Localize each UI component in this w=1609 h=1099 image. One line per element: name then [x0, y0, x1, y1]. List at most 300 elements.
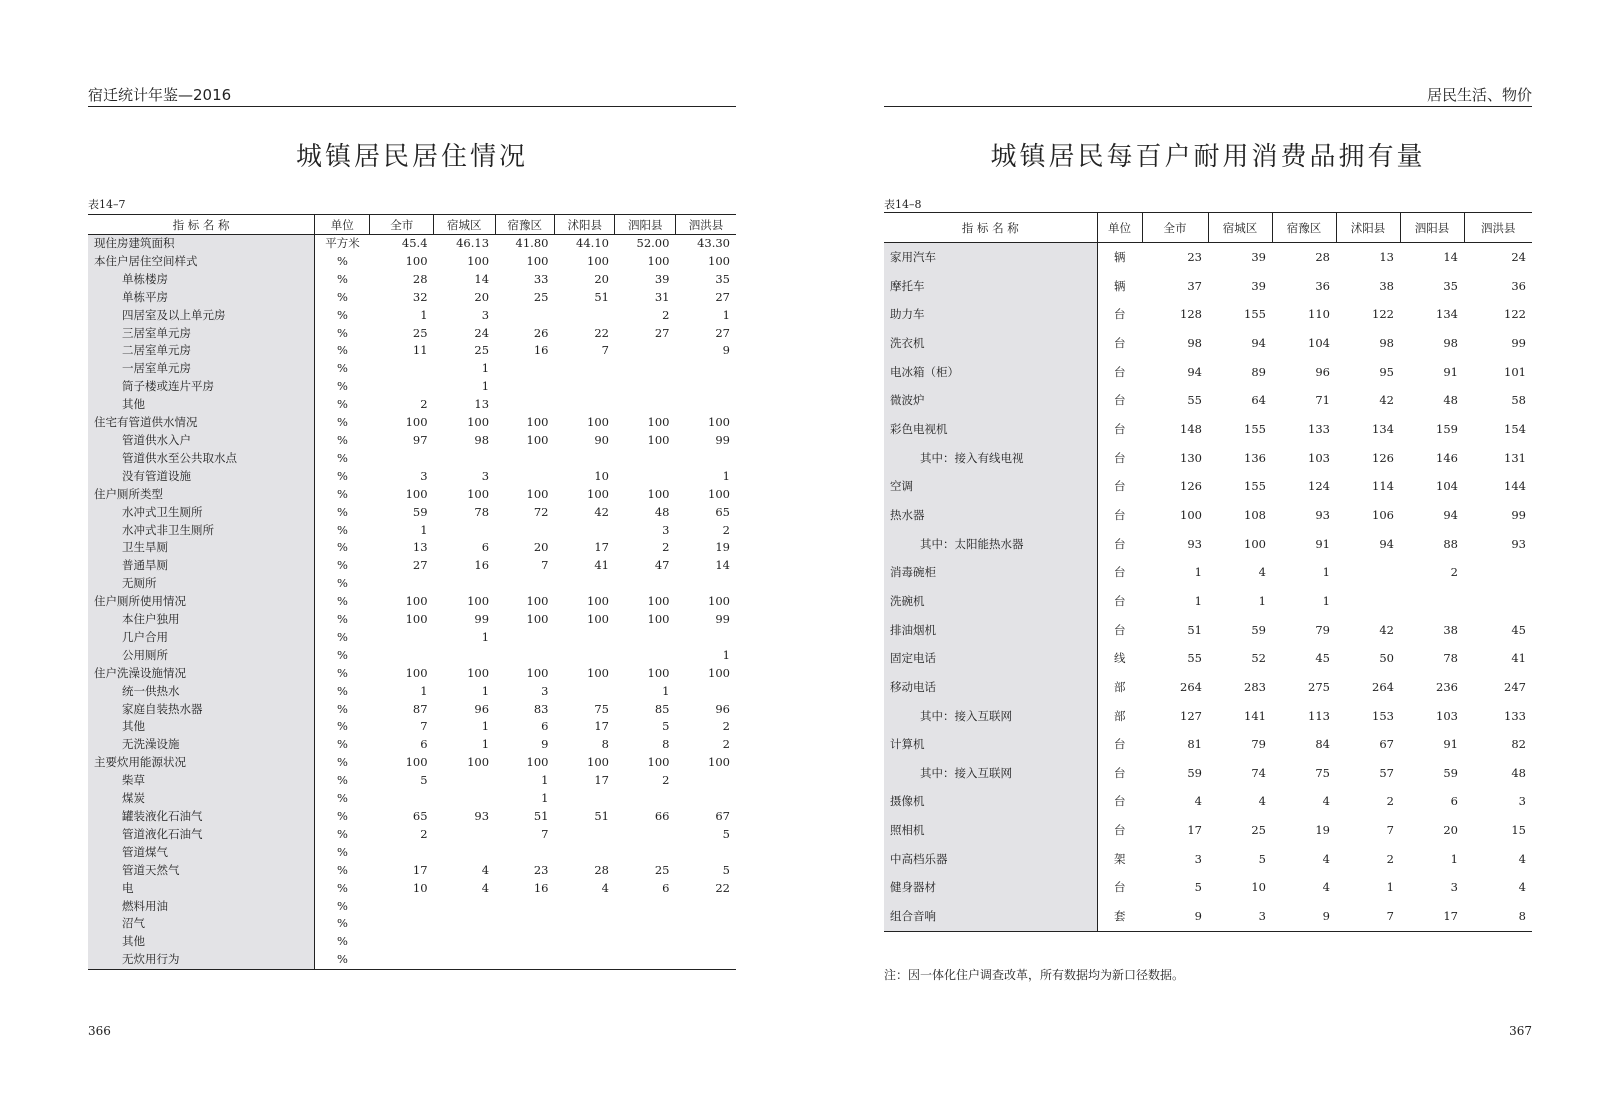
- cell-value: [495, 468, 554, 486]
- table-row: [88, 289, 736, 307]
- cell-value: 27: [715, 289, 730, 304]
- cell-value: 46.13: [456, 236, 490, 250]
- row-label: 三居室单元房: [88, 325, 315, 343]
- row-unit: %: [315, 522, 370, 540]
- cell-value: 113: [1308, 708, 1330, 723]
- row-unit: 台: [1097, 873, 1142, 902]
- cell-value: 100: [587, 612, 609, 627]
- cell-value: 17: [1400, 902, 1464, 931]
- cell-value: 100: [526, 665, 549, 680]
- table-row: [884, 644, 1532, 673]
- cell-value: 17: [594, 719, 609, 734]
- cell-value: 7: [420, 719, 428, 734]
- cell-value: [675, 915, 736, 933]
- cell-value: 48: [654, 504, 670, 519]
- table-row: [88, 593, 736, 611]
- cell-value: [554, 933, 614, 951]
- cell-value: [495, 307, 554, 325]
- table-row: [88, 414, 736, 432]
- cell-value: 1: [1322, 565, 1330, 580]
- cell-value: 4: [1322, 794, 1330, 809]
- cell-value: 10: [412, 880, 428, 895]
- cell-value: 47: [654, 558, 670, 573]
- column-header: 沭阳县: [1336, 213, 1400, 243]
- cell-value: 14: [474, 271, 490, 286]
- cell-value: 7: [1336, 902, 1400, 931]
- table-row: [88, 271, 736, 289]
- table-row: [884, 587, 1532, 616]
- row-label: 筒子楼或连片平房: [88, 378, 315, 396]
- cell-value: 100: [405, 594, 428, 609]
- cell-value: 4: [1194, 794, 1202, 809]
- running-header: 宿迁统计年鉴—2016: [88, 84, 736, 107]
- cell-value: 6: [1450, 794, 1458, 809]
- row-unit: %: [315, 253, 370, 271]
- row-unit: %: [315, 307, 370, 325]
- cell-value: 100: [647, 594, 670, 609]
- cell-value: 83: [533, 701, 549, 716]
- cell-value: 99: [474, 612, 490, 627]
- cell-value: 65: [412, 809, 428, 823]
- cell-value: 57: [1379, 765, 1394, 780]
- cell-value: [370, 647, 434, 665]
- row-label: 家庭自装热水器: [88, 701, 315, 719]
- row-unit: %: [315, 898, 370, 916]
- row-label: 助力车: [884, 300, 1097, 329]
- cell-value: 33: [533, 271, 549, 286]
- row-label: 移动电话: [884, 673, 1097, 702]
- cell-value: 38: [1379, 278, 1394, 293]
- row-unit: %: [315, 736, 370, 754]
- cell-value: 65: [715, 504, 730, 519]
- cell-value: 2: [662, 540, 670, 555]
- table-row: [88, 898, 736, 916]
- row-unit: 台: [1097, 386, 1142, 415]
- column-header: 泗阳县: [615, 215, 675, 235]
- cell-value: 59: [412, 504, 428, 519]
- cell-value: 3: [1208, 902, 1272, 931]
- cell-value: 16: [533, 343, 549, 358]
- cell-value: [495, 575, 554, 593]
- cell-value: 100: [467, 253, 490, 268]
- cell-value: 66: [654, 809, 670, 823]
- cell-value: [615, 468, 675, 486]
- table-row: [88, 360, 736, 378]
- row-unit: 辆: [1097, 272, 1142, 301]
- cell-value: 275: [1308, 679, 1330, 694]
- row-unit: %: [315, 414, 370, 432]
- row-unit: 套: [1097, 902, 1142, 931]
- cell-value: 98: [1379, 335, 1394, 350]
- row-label: 无洗澡设施: [88, 736, 315, 754]
- cell-value: [434, 772, 496, 790]
- row-unit: %: [315, 790, 370, 808]
- cell-value: 100: [405, 486, 428, 501]
- table-header-row: [884, 213, 1532, 243]
- row-unit: %: [315, 360, 370, 378]
- cell-value: 136: [1244, 450, 1266, 465]
- cell-value: 100: [526, 594, 549, 609]
- cell-value: 17: [1187, 823, 1202, 838]
- cell-value: 4: [481, 862, 490, 877]
- cell-value: 89: [1251, 364, 1266, 379]
- cell-value: 99: [715, 612, 730, 627]
- cell-value: 155: [1244, 307, 1266, 322]
- table-row: [884, 845, 1532, 874]
- row-label: 住户洗澡设施情况: [88, 665, 315, 683]
- cell-value: 9: [541, 737, 549, 752]
- cell-value: 31: [654, 289, 670, 304]
- cell-value: 20: [533, 540, 549, 555]
- right-page: [884, 0, 1532, 1099]
- cell-value: 1: [1194, 565, 1202, 580]
- cell-value: 20: [474, 289, 490, 304]
- row-unit: %: [315, 754, 370, 772]
- cell-value: 5: [420, 773, 428, 788]
- table-row: [88, 772, 736, 790]
- row-unit: 部: [1097, 702, 1142, 731]
- cell-value: 130: [1180, 450, 1202, 465]
- cell-value: 100: [587, 415, 609, 430]
- cell-value: 6: [420, 737, 428, 752]
- cell-value: 39: [1251, 250, 1266, 264]
- cell-value: 39: [654, 271, 670, 286]
- cell-value: [554, 898, 614, 916]
- row-unit: 台: [1097, 472, 1142, 501]
- table-row: [88, 790, 736, 808]
- row-label: 煤炭: [88, 790, 315, 808]
- table-row: [88, 915, 736, 933]
- cell-value: 100: [405, 665, 428, 680]
- cell-value: 9: [1272, 902, 1336, 931]
- row-unit: %: [315, 701, 370, 719]
- cell-value: 1: [541, 791, 549, 806]
- cell-value: 94: [1379, 536, 1394, 551]
- row-label: 住宅有管道供水情况: [88, 414, 315, 432]
- cell-value: [1464, 558, 1532, 587]
- cell-value: [675, 629, 736, 647]
- cell-value: 4: [1518, 851, 1526, 866]
- cell-value: 155: [1244, 421, 1266, 436]
- row-label: 公用厕所: [88, 647, 315, 665]
- row-label: 其他: [88, 396, 315, 414]
- table-row: [88, 718, 736, 736]
- cell-value: 1: [662, 683, 670, 698]
- row-label: 摩托车: [884, 272, 1097, 301]
- cell-value: [675, 898, 736, 916]
- cell-value: 1: [722, 468, 730, 483]
- row-label: 现住房建筑面积: [88, 235, 315, 253]
- cell-value: 35: [1443, 278, 1458, 293]
- cell-value: [554, 575, 614, 593]
- cell-value: 100: [647, 486, 670, 501]
- cell-value: 7: [1386, 823, 1394, 838]
- cell-value: [370, 915, 434, 933]
- table-header-row: [88, 215, 736, 235]
- cell-value: 100: [647, 432, 670, 447]
- page-title: 城镇居民每百户耐用消费品拥有量: [990, 142, 1426, 172]
- row-label: 水冲式卫生厕所: [88, 504, 315, 522]
- cell-value: [370, 360, 434, 378]
- cell-value: 8: [601, 737, 609, 752]
- table-row: [884, 444, 1532, 473]
- table-row: [88, 844, 736, 862]
- cell-value: 100: [526, 432, 549, 447]
- cell-value: [615, 629, 675, 647]
- durables-table: [884, 212, 1532, 932]
- table-row: [88, 862, 736, 880]
- cell-value: 78: [474, 504, 490, 519]
- cell-value: 3: [541, 683, 549, 698]
- cell-value: 1: [420, 683, 428, 698]
- cell-value: 1: [541, 773, 549, 788]
- table-row: [88, 378, 736, 396]
- cell-value: 100: [708, 253, 730, 268]
- cell-value: 100: [467, 665, 490, 680]
- cell-value: 13: [1379, 250, 1394, 264]
- cell-value: 94: [1251, 335, 1266, 350]
- row-unit: %: [315, 557, 370, 575]
- cell-value: 6: [662, 880, 670, 895]
- cell-value: 35: [715, 271, 730, 286]
- cell-value: [434, 844, 496, 862]
- table-row: [88, 450, 736, 468]
- column-header: 宿豫区: [1272, 213, 1336, 243]
- row-label: 热水器: [884, 501, 1097, 530]
- cell-value: 100: [647, 665, 670, 680]
- cell-value: 100: [526, 486, 549, 501]
- row-label: 卫生旱厕: [88, 539, 315, 557]
- cell-value: 133: [1308, 421, 1330, 436]
- cell-value: 100: [405, 415, 428, 430]
- row-unit: %: [315, 271, 370, 289]
- cell-value: 94: [1443, 507, 1458, 522]
- cell-value: 3: [481, 307, 490, 322]
- cell-value: [675, 772, 736, 790]
- row-unit: 台: [1097, 300, 1142, 329]
- row-unit: %: [315, 683, 370, 701]
- row-label: 水冲式非卫生厕所: [88, 522, 315, 540]
- row-unit: %: [315, 539, 370, 557]
- row-label: 没有管道设施: [88, 468, 315, 486]
- cell-value: 100: [526, 415, 549, 430]
- cell-value: [554, 629, 614, 647]
- row-label: 燃料用油: [88, 898, 315, 916]
- cell-value: 93: [1315, 507, 1330, 522]
- cell-value: 5: [1194, 880, 1202, 895]
- cell-value: 16: [474, 558, 490, 573]
- cell-value: 247: [1504, 679, 1526, 694]
- cell-value: 1: [481, 629, 490, 644]
- row-label: 计算机: [884, 730, 1097, 759]
- table-row: [88, 342, 736, 360]
- row-unit: %: [315, 468, 370, 486]
- cell-value: 100: [405, 253, 428, 268]
- cell-value: [434, 450, 496, 468]
- cell-value: [554, 826, 614, 844]
- cell-value: 4: [481, 880, 490, 895]
- cell-value: 74: [1251, 765, 1266, 780]
- cell-value: 95: [1379, 364, 1394, 379]
- cell-value: [615, 378, 675, 396]
- cell-value: 20: [594, 271, 609, 286]
- cell-value: 15: [1511, 823, 1526, 838]
- cell-value: 2: [420, 397, 428, 412]
- cell-value: 100: [405, 755, 428, 770]
- cell-value: 133: [1504, 708, 1526, 723]
- row-label: 管道天然气: [88, 862, 315, 880]
- cell-value: 155: [1244, 479, 1266, 494]
- cell-value: 100: [708, 665, 730, 680]
- cell-value: 45: [1511, 622, 1526, 637]
- cell-value: 22: [594, 325, 609, 340]
- cell-value: 146: [1436, 450, 1458, 465]
- row-label: 柴草: [88, 772, 315, 790]
- cell-value: 93: [1187, 536, 1202, 551]
- row-label: 其中：接入有线电视: [884, 444, 1097, 473]
- row-label: 罐装液化石油气: [88, 808, 315, 826]
- cell-value: 3: [481, 468, 490, 483]
- cell-value: [434, 647, 496, 665]
- row-label: 二居室单元房: [88, 342, 315, 360]
- table-row: [88, 575, 736, 593]
- cell-value: 7: [541, 826, 549, 841]
- cell-value: 264: [1372, 679, 1394, 694]
- cell-value: 99: [1511, 335, 1526, 350]
- row-label: 空调: [884, 472, 1097, 501]
- cell-value: 52: [1251, 651, 1266, 666]
- table-row: [88, 647, 736, 665]
- cell-value: 4: [1322, 880, 1330, 895]
- row-label: 管道供水至公共取水点: [88, 450, 315, 468]
- cell-value: 100: [647, 612, 670, 627]
- cell-value: 2: [722, 719, 730, 734]
- cell-value: [434, 951, 496, 969]
- row-unit: %: [315, 862, 370, 880]
- cell-value: 84: [1315, 737, 1330, 752]
- table-number: 表14–8: [884, 198, 922, 211]
- row-unit: 台: [1097, 587, 1142, 616]
- cell-value: 37: [1187, 278, 1202, 293]
- cell-value: [434, 915, 496, 933]
- row-label: 其中：接入互联网: [884, 702, 1097, 731]
- cell-value: 27: [412, 558, 428, 573]
- cell-value: 9: [722, 343, 730, 358]
- cell-value: 39: [1251, 278, 1266, 293]
- column-header: 指 标 名 称: [884, 213, 1097, 243]
- cell-value: 98: [474, 432, 490, 447]
- cell-value: [615, 898, 675, 916]
- cell-value: 17: [412, 862, 428, 877]
- cell-value: [495, 522, 554, 540]
- cell-value: 27: [654, 325, 670, 340]
- cell-value: 126: [1180, 479, 1202, 494]
- table-row: [884, 902, 1532, 931]
- cell-value: 2: [722, 522, 730, 537]
- row-unit: %: [315, 951, 370, 969]
- column-header: 全市: [370, 215, 434, 235]
- cell-value: 96: [474, 701, 490, 716]
- cell-value: 85: [654, 701, 670, 716]
- cell-value: 45.4: [401, 236, 428, 250]
- cell-value: 96: [1315, 364, 1330, 379]
- cell-value: 283: [1244, 679, 1266, 694]
- cell-value: 4: [1518, 880, 1526, 895]
- cell-value: [675, 378, 736, 396]
- table-row: [884, 358, 1532, 387]
- table-row: [88, 522, 736, 540]
- table-row: [884, 386, 1532, 415]
- table-row: [88, 826, 736, 844]
- cell-value: [554, 378, 614, 396]
- cell-value: 23: [533, 862, 549, 877]
- row-label: 统一供热水: [88, 683, 315, 701]
- cell-value: [370, 575, 434, 593]
- cell-value: 100: [708, 415, 730, 430]
- row-unit: %: [315, 504, 370, 522]
- row-label: 本住户独用: [88, 611, 315, 629]
- cell-value: 93: [474, 809, 490, 823]
- table-row: [884, 816, 1532, 845]
- table-row: [884, 415, 1532, 444]
- row-unit: 台: [1097, 444, 1142, 473]
- cell-value: 103: [1436, 708, 1458, 723]
- cell-value: 28: [1315, 250, 1330, 264]
- cell-value: 104: [1436, 479, 1458, 494]
- cell-value: 41: [594, 558, 609, 573]
- cell-value: 59: [1251, 622, 1266, 637]
- row-unit: %: [315, 933, 370, 951]
- cell-value: [495, 629, 554, 647]
- table-row: [88, 611, 736, 629]
- cell-value: [1336, 587, 1400, 616]
- cell-value: [554, 844, 614, 862]
- cell-value: 154: [1504, 421, 1526, 436]
- cell-value: 3: [1518, 794, 1526, 809]
- cell-value: 4: [601, 880, 609, 895]
- cell-value: 19: [715, 540, 730, 555]
- row-unit: 线: [1097, 644, 1142, 673]
- row-label: 其中：接入互联网: [884, 759, 1097, 788]
- row-label: 普通旱厕: [88, 557, 315, 575]
- cell-value: 96: [715, 701, 730, 716]
- column-header: 泗阳县: [1400, 213, 1464, 243]
- cell-value: [434, 575, 496, 593]
- cell-value: [554, 396, 614, 414]
- row-unit: 平方米: [315, 235, 370, 253]
- cell-value: 88: [1443, 536, 1458, 551]
- cell-value: 1: [1194, 593, 1202, 608]
- row-unit: 台: [1097, 616, 1142, 645]
- cell-value: [615, 647, 675, 665]
- cell-value: 5: [722, 826, 730, 841]
- cell-value: 20: [1443, 823, 1458, 838]
- column-header: 单位: [315, 215, 370, 235]
- column-header: 全市: [1142, 213, 1208, 243]
- cell-value: 51: [1187, 622, 1202, 637]
- cell-value: 42: [1379, 622, 1394, 637]
- table-row: [884, 300, 1532, 329]
- cell-value: [370, 933, 434, 951]
- cell-value: 1: [481, 361, 490, 376]
- cell-value: 126: [1372, 450, 1394, 465]
- table-row: [88, 736, 736, 754]
- cell-value: 14: [715, 558, 730, 573]
- cell-value: 94: [1187, 364, 1202, 379]
- cell-value: [615, 844, 675, 862]
- table-row: [88, 933, 736, 951]
- table-row: [88, 307, 736, 325]
